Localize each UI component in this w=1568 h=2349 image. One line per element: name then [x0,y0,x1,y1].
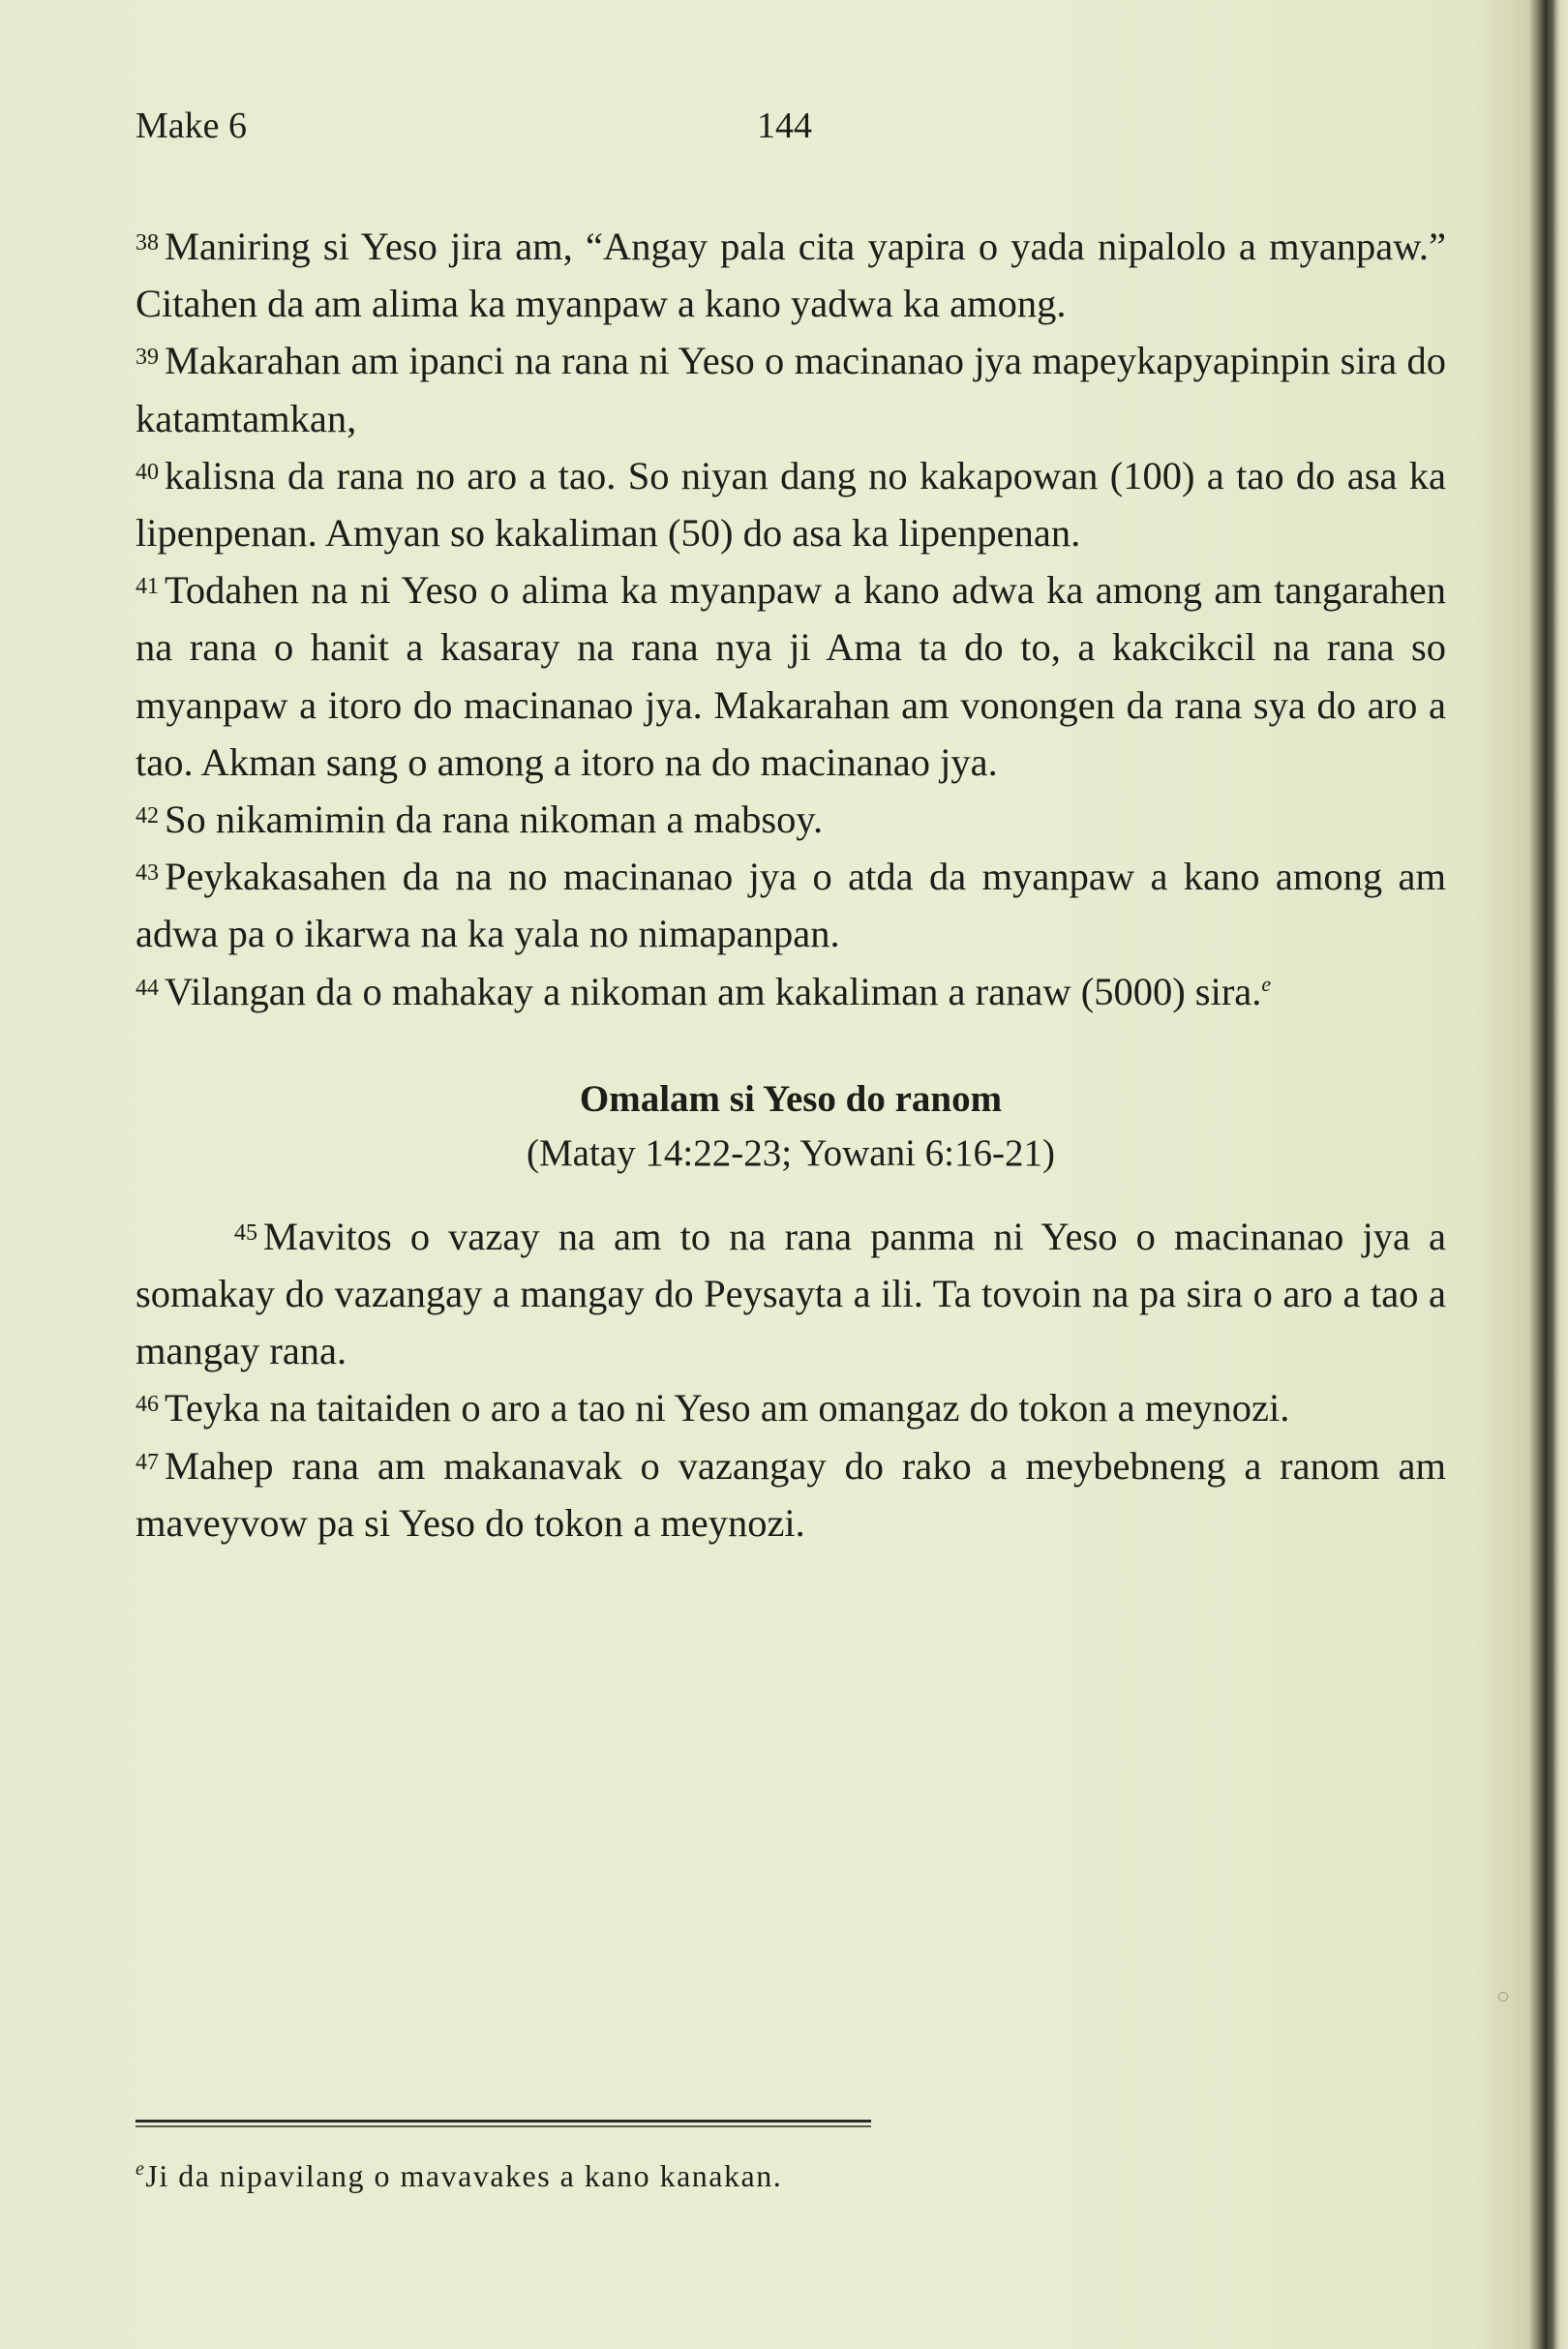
verse-number: 43 [136,860,159,887]
verse-45 [136,1208,1446,1380]
verse-number: 38 [136,230,159,256]
verse-text: Vilangan da o mahakay a nikoman am kakaliman a ranaw (5000) sira. [165,969,1262,1013]
verse-39 [136,332,1446,446]
verse-text: Todahen na ni Yeso o alima ka myanpaw a kano adwa ka among am tangarahen na rana o hanit a kasaray na rana nya ji Ama ta do to, a kakcikcil na rana so myanpaw a itoro do macinanao jya. Makarahan am vonongen da rana sya do aro a tao. Akman sang o among a itoro na do macinanao jya. [136,568,1446,784]
verse-41 [136,561,1446,791]
verse-38 [136,218,1446,332]
verse-40 [136,447,1446,561]
verse-46 [136,1379,1446,1436]
verse-text: So nikamimin da rana nikoman a mabsoy. [165,798,824,842]
verse-text: Teyka na taitaiden o aro a tao ni Yeso am omangaz do tokon a meynozi. [165,1386,1290,1430]
verse-text: Mavitos o vazay na am to na rana panma ni Yeso o macinanao jya a somakay do vazangay a mangay do Peysayta a ili. Ta tovoin na pa sira o aro a tao a mangay rana. [136,1214,1446,1373]
verse-42 [136,791,1446,848]
page-gutter-shadow [1539,0,1568,2349]
verse-number: 42 [136,803,159,829]
verse-text: Mahep rana am makanavak o vazangay do rako a meybebneng a ranom am maveyvow pa si Yeso do tokon a meynozi. [136,1443,1446,1545]
verse-number: 41 [136,574,159,600]
verse-text: Peykakasahen da na no macinanao jya o atda da myanpaw a kano among am adwa pa o ikarwa na ka yala no nimapanpan. [136,855,1446,956]
footnote [136,2156,782,2195]
header-page-number: 144 [757,105,812,146]
verse-number: 45 [234,1220,257,1246]
binding-dot [1498,1992,1508,2002]
footnote-text: Ji da nipavilang o mavavakes a kano kanakan. [145,2158,783,2193]
footnote-divider [136,2120,871,2123]
verse-text: Maniring si Yeso jira am, “Angay pala cita yapira o yada nipalolo a myanpaw.” Citahen da am alima ka myanpaw a kano yadwa ka among. [136,225,1446,326]
verse-43 [136,848,1446,962]
verse-44 [136,963,1446,1020]
verse-number: 47 [136,1449,159,1475]
verse-number: 44 [136,975,159,1001]
verse-47 [136,1437,1446,1551]
footnote-marker[interactable]: e [1261,971,1272,996]
header-book-chapter: Make 6 [136,105,248,146]
verse-number: 40 [136,459,159,485]
section-cross-reference: (Matay 14:22-23; Yowani 6:16-21) [527,1131,1055,1174]
verse-number: 46 [136,1392,159,1418]
verse-number: 39 [136,345,159,371]
section-heading: Omalam si Yeso do ranom [579,1077,1003,1120]
main-text [136,218,1446,1551]
verse-text: Makarahan am ipanci na rana ni Yeso o macinanao jya mapeykapyapinpin sira do katamtamkan, [136,339,1446,440]
footnote-divider-secondary [136,2125,871,2127]
verse-text: kalisna da rana no aro a tao. So niyan dang no kakapowan (100) a tao do asa ka lipenpenan. Amyan so kakaliman (50) do asa ka lipenpenan. [136,453,1446,556]
running-header [136,105,1442,163]
footnote-letter: e [136,2158,146,2180]
